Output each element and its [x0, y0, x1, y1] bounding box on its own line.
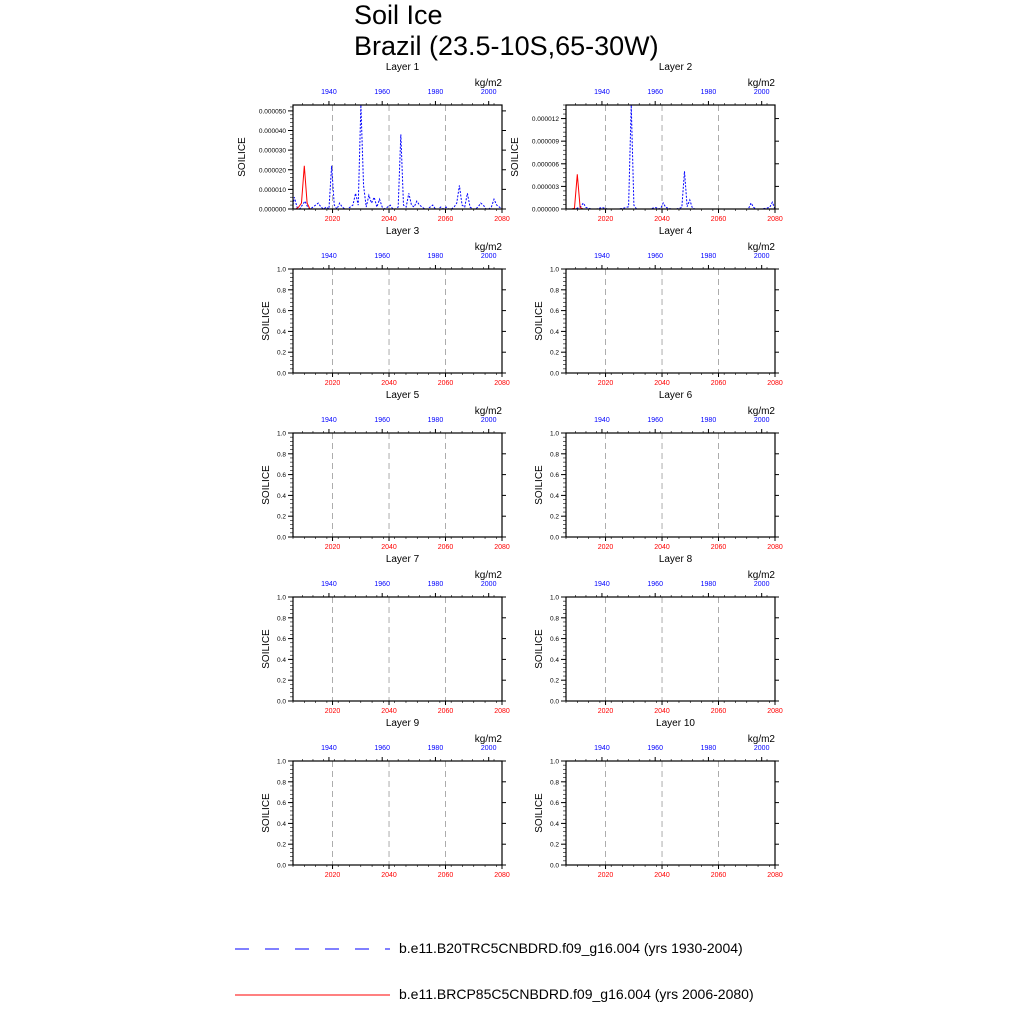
units-label: kg/m2 — [474, 734, 502, 745]
x-tick-label-top: 1980 — [700, 581, 717, 588]
y-axis-label: SOILICE — [261, 629, 272, 669]
x-tick-label-bottom: 2080 — [767, 380, 783, 387]
x-tick-label-bottom: 2080 — [767, 544, 783, 551]
y-tick-label: 0.0 — [549, 862, 559, 870]
x-tick-label-bottom: 2040 — [654, 544, 670, 551]
x-tick-label-top: 2000 — [753, 89, 770, 96]
y-tick-label: 0.0 — [276, 698, 286, 706]
y-tick-label: 0.2 — [276, 841, 286, 849]
plot-frame — [293, 105, 502, 209]
y-tick-label: 0.4 — [549, 820, 559, 828]
x-tick-label-bottom: 2040 — [381, 708, 397, 715]
x-tick-label-bottom: 2060 — [437, 380, 454, 387]
x-tick-label-bottom: 2060 — [437, 708, 454, 715]
panel-title: Layer 1 — [385, 62, 420, 73]
y-axis-label: SOILICE — [261, 301, 272, 341]
y-tick-label: 0.000000 — [531, 206, 559, 214]
x-tick-label-top: 1960 — [374, 253, 390, 260]
y-tick-label: 0.8 — [549, 287, 559, 295]
y-tick-label: 0.2 — [276, 513, 286, 521]
y-tick-label: 0.000003 — [531, 183, 559, 191]
x-tick-label-bottom: 2060 — [710, 708, 727, 715]
x-tick-label-top: 1960 — [647, 89, 663, 96]
y-tick-label: 0.4 — [276, 656, 286, 664]
x-tick-label-top: 1980 — [427, 745, 444, 752]
y-tick-label: 0.2 — [549, 513, 559, 521]
plot-frame — [566, 433, 775, 537]
x-tick-label-bottom: 2040 — [654, 216, 670, 223]
x-tick-label-bottom: 2080 — [767, 216, 783, 223]
x-tick-label-top: 1940 — [594, 417, 610, 424]
x-tick-label-top: 1960 — [647, 253, 663, 260]
y-axis-label: SOILICE — [534, 301, 545, 341]
units-label: kg/m2 — [474, 570, 502, 581]
y-axis-label: SOILICE — [261, 793, 272, 833]
y-tick-label: 0.0 — [549, 370, 559, 378]
x-tick-label-bottom: 2020 — [597, 544, 614, 551]
x-tick-label-top: 2000 — [753, 417, 770, 424]
y-tick-label: 1.0 — [276, 758, 286, 766]
x-tick-label-bottom: 2080 — [494, 708, 510, 715]
series-line-future — [566, 174, 597, 209]
plot-frame — [566, 761, 775, 865]
x-tick-label-top: 1960 — [374, 581, 390, 588]
units-label: kg/m2 — [474, 242, 502, 253]
x-tick-label-top: 1960 — [374, 89, 390, 96]
x-tick-label-bottom: 2040 — [381, 380, 397, 387]
y-tick-label: 1.0 — [276, 594, 286, 602]
panel-layer-4 — [561, 265, 779, 377]
plot-frame — [293, 269, 502, 373]
y-axis-label: SOILICE — [237, 137, 248, 177]
x-tick-label-top: 2000 — [753, 581, 770, 588]
x-tick-label-top: 2000 — [480, 417, 497, 424]
panel-layer-10 — [561, 757, 779, 869]
y-tick-label: 0.0 — [276, 370, 286, 378]
panel-layer-6 — [561, 429, 779, 541]
y-tick-label: 1.0 — [549, 758, 559, 766]
plot-frame — [566, 597, 775, 701]
x-tick-label-bottom: 2080 — [767, 708, 783, 715]
x-tick-label-top: 1980 — [700, 417, 717, 424]
y-tick-label: 0.6 — [276, 308, 286, 316]
y-tick-label: 0.6 — [549, 636, 559, 644]
y-tick-label: 0.000006 — [531, 161, 559, 169]
units-label: kg/m2 — [747, 406, 775, 417]
x-tick-label-bottom: 2080 — [494, 872, 510, 879]
x-tick-label-bottom: 2060 — [710, 872, 727, 879]
figure-subtitle: Brazil (23.5-10S,65-30W) — [354, 31, 659, 61]
x-tick-label-bottom: 2020 — [324, 708, 341, 715]
panel-layer-5 — [288, 429, 506, 541]
x-tick-label-top: 1960 — [647, 581, 663, 588]
x-tick-label-bottom: 2080 — [494, 216, 510, 223]
x-tick-label-top: 2000 — [480, 253, 497, 260]
y-tick-label: 0.000020 — [258, 167, 286, 175]
x-tick-label-top: 2000 — [753, 253, 770, 260]
x-tick-label-bottom: 2040 — [654, 380, 670, 387]
x-tick-label-top: 2000 — [480, 581, 497, 588]
x-tick-label-bottom: 2060 — [710, 216, 727, 223]
y-tick-label: 0.0 — [276, 534, 286, 542]
x-tick-label-bottom: 2040 — [654, 708, 670, 715]
x-tick-label-bottom: 2060 — [437, 872, 454, 879]
x-tick-label-top: 1940 — [321, 253, 337, 260]
x-tick-label-bottom: 2040 — [381, 872, 397, 879]
y-tick-label: 0.2 — [549, 349, 559, 357]
x-tick-label-bottom: 2040 — [381, 216, 397, 223]
x-tick-label-bottom: 2020 — [324, 872, 341, 879]
x-tick-label-bottom: 2040 — [381, 544, 397, 551]
panel-layer-7 — [288, 593, 506, 705]
y-axis-label: SOILICE — [510, 137, 521, 177]
y-tick-label: 0.8 — [276, 287, 286, 295]
y-tick-label: 0.6 — [276, 800, 286, 808]
y-tick-label: 1.0 — [549, 266, 559, 274]
x-tick-label-top: 1980 — [427, 89, 444, 96]
x-tick-label-bottom: 2020 — [597, 380, 614, 387]
x-tick-label-top: 1940 — [321, 89, 337, 96]
x-tick-label-top: 1940 — [594, 745, 610, 752]
y-axis-label: SOILICE — [534, 629, 545, 669]
y-tick-label: 0.6 — [276, 636, 286, 644]
units-label: kg/m2 — [747, 78, 775, 89]
x-tick-label-bottom: 2080 — [494, 544, 510, 551]
y-tick-label: 0.8 — [276, 779, 286, 787]
panel-title: Layer 2 — [658, 62, 693, 73]
x-tick-label-top: 1960 — [374, 417, 390, 424]
x-tick-label-bottom: 2080 — [494, 380, 510, 387]
y-tick-label: 0.0 — [549, 698, 559, 706]
x-tick-label-bottom: 2020 — [324, 544, 341, 551]
x-tick-label-top: 2000 — [480, 745, 497, 752]
panel-layer-1 — [288, 101, 506, 213]
y-axis-label: SOILICE — [534, 465, 545, 505]
units-label: kg/m2 — [747, 734, 775, 745]
panel-title: Layer 6 — [658, 390, 693, 401]
x-tick-label-bottom: 2020 — [597, 872, 614, 879]
panel-layer-8 — [561, 593, 779, 705]
y-tick-label: 0.4 — [549, 492, 559, 500]
panel-layer-9 — [288, 757, 506, 869]
x-tick-label-top: 1960 — [647, 417, 663, 424]
y-tick-label: 0.0 — [276, 862, 286, 870]
x-tick-label-top: 1980 — [427, 253, 444, 260]
x-tick-label-top: 1960 — [374, 745, 390, 752]
x-tick-label-top: 1940 — [321, 417, 337, 424]
x-tick-label-bottom: 2060 — [437, 216, 454, 223]
y-tick-label: 0.000050 — [258, 108, 286, 116]
panel-title: Layer 7 — [385, 554, 420, 565]
x-tick-label-top: 1980 — [700, 89, 717, 96]
x-tick-label-top: 1980 — [700, 253, 717, 260]
panel-layer-3 — [288, 265, 506, 377]
x-tick-label-top: 1980 — [427, 417, 444, 424]
panel-title: Layer 9 — [385, 718, 420, 729]
y-tick-label: 1.0 — [549, 430, 559, 438]
x-tick-label-top: 1940 — [594, 253, 610, 260]
units-label: kg/m2 — [474, 406, 502, 417]
panel-layer-2 — [561, 101, 779, 213]
y-tick-label: 0.2 — [276, 349, 286, 357]
series-line-hist — [293, 105, 502, 209]
x-tick-label-bottom: 2020 — [597, 708, 614, 715]
units-label: kg/m2 — [474, 78, 502, 89]
y-tick-label: 0.8 — [276, 451, 286, 459]
x-tick-label-bottom: 2020 — [597, 216, 614, 223]
plot-frame — [566, 269, 775, 373]
y-tick-label: 0.000010 — [258, 186, 286, 194]
x-tick-label-bottom: 2020 — [324, 380, 341, 387]
y-tick-label: 0.2 — [549, 677, 559, 685]
x-tick-label-bottom: 2060 — [710, 544, 727, 551]
y-tick-label: 0.8 — [549, 615, 559, 623]
x-tick-label-top: 1960 — [647, 745, 663, 752]
plot-frame — [293, 761, 502, 865]
y-tick-label: 0.4 — [276, 820, 286, 828]
y-tick-label: 0.8 — [276, 615, 286, 623]
y-axis-label: SOILICE — [261, 465, 272, 505]
y-tick-label: 1.0 — [549, 594, 559, 602]
y-tick-label: 0.4 — [276, 328, 286, 336]
x-tick-label-top: 2000 — [753, 745, 770, 752]
y-tick-label: 0.000040 — [258, 128, 286, 136]
legend-label-future: b.e11.BRCP85C5CNBDRD.f09_g16.004 (yrs 2006-2080) — [399, 986, 754, 1002]
x-tick-label-top: 1980 — [700, 745, 717, 752]
y-tick-label: 0.6 — [549, 308, 559, 316]
y-tick-label: 1.0 — [276, 266, 286, 274]
y-tick-label: 0.6 — [549, 472, 559, 480]
panel-title: Layer 5 — [385, 390, 420, 401]
panel-title: Layer 10 — [656, 718, 695, 729]
y-tick-label: 0.4 — [549, 656, 559, 664]
y-tick-label: 0.6 — [549, 800, 559, 808]
legend-label-hist: b.e11.B20TRC5CNBDRD.f09_g16.004 (yrs 1930-2004) — [399, 940, 743, 956]
x-tick-label-top: 2000 — [480, 89, 497, 96]
panel-title: Layer 8 — [658, 554, 693, 565]
figure-title: Soil Ice — [354, 0, 443, 30]
x-tick-label-top: 1940 — [321, 581, 337, 588]
y-tick-label: 0.000012 — [531, 116, 559, 124]
plot-frame — [293, 597, 502, 701]
panel-title: Layer 4 — [658, 226, 693, 237]
y-tick-label: 0.000009 — [531, 138, 559, 146]
x-tick-label-bottom: 2020 — [324, 216, 341, 223]
panel-title: Layer 3 — [385, 226, 420, 237]
y-tick-label: 0.2 — [276, 677, 286, 685]
y-tick-label: 0.000030 — [258, 147, 286, 155]
y-tick-label: 0.4 — [276, 492, 286, 500]
units-label: kg/m2 — [747, 570, 775, 581]
y-tick-label: 0.2 — [549, 841, 559, 849]
x-tick-label-bottom: 2080 — [767, 872, 783, 879]
y-axis-label: SOILICE — [534, 793, 545, 833]
x-tick-label-top: 1940 — [594, 581, 610, 588]
y-tick-label: 0.8 — [549, 451, 559, 459]
x-tick-label-bottom: 2060 — [710, 380, 727, 387]
y-tick-label: 0.8 — [549, 779, 559, 787]
series-line-hist — [566, 105, 775, 209]
plot-frame — [293, 433, 502, 537]
x-tick-label-top: 1940 — [594, 89, 610, 96]
y-tick-label: 0.0 — [549, 534, 559, 542]
x-tick-label-top: 1940 — [321, 745, 337, 752]
x-tick-label-bottom: 2060 — [437, 544, 454, 551]
y-tick-label: 0.4 — [549, 328, 559, 336]
y-tick-label: 0.000000 — [258, 206, 286, 214]
units-label: kg/m2 — [747, 242, 775, 253]
x-tick-label-bottom: 2040 — [654, 872, 670, 879]
y-tick-label: 0.6 — [276, 472, 286, 480]
plot-frame — [566, 105, 775, 209]
y-tick-label: 1.0 — [276, 430, 286, 438]
x-tick-label-top: 1980 — [427, 581, 444, 588]
